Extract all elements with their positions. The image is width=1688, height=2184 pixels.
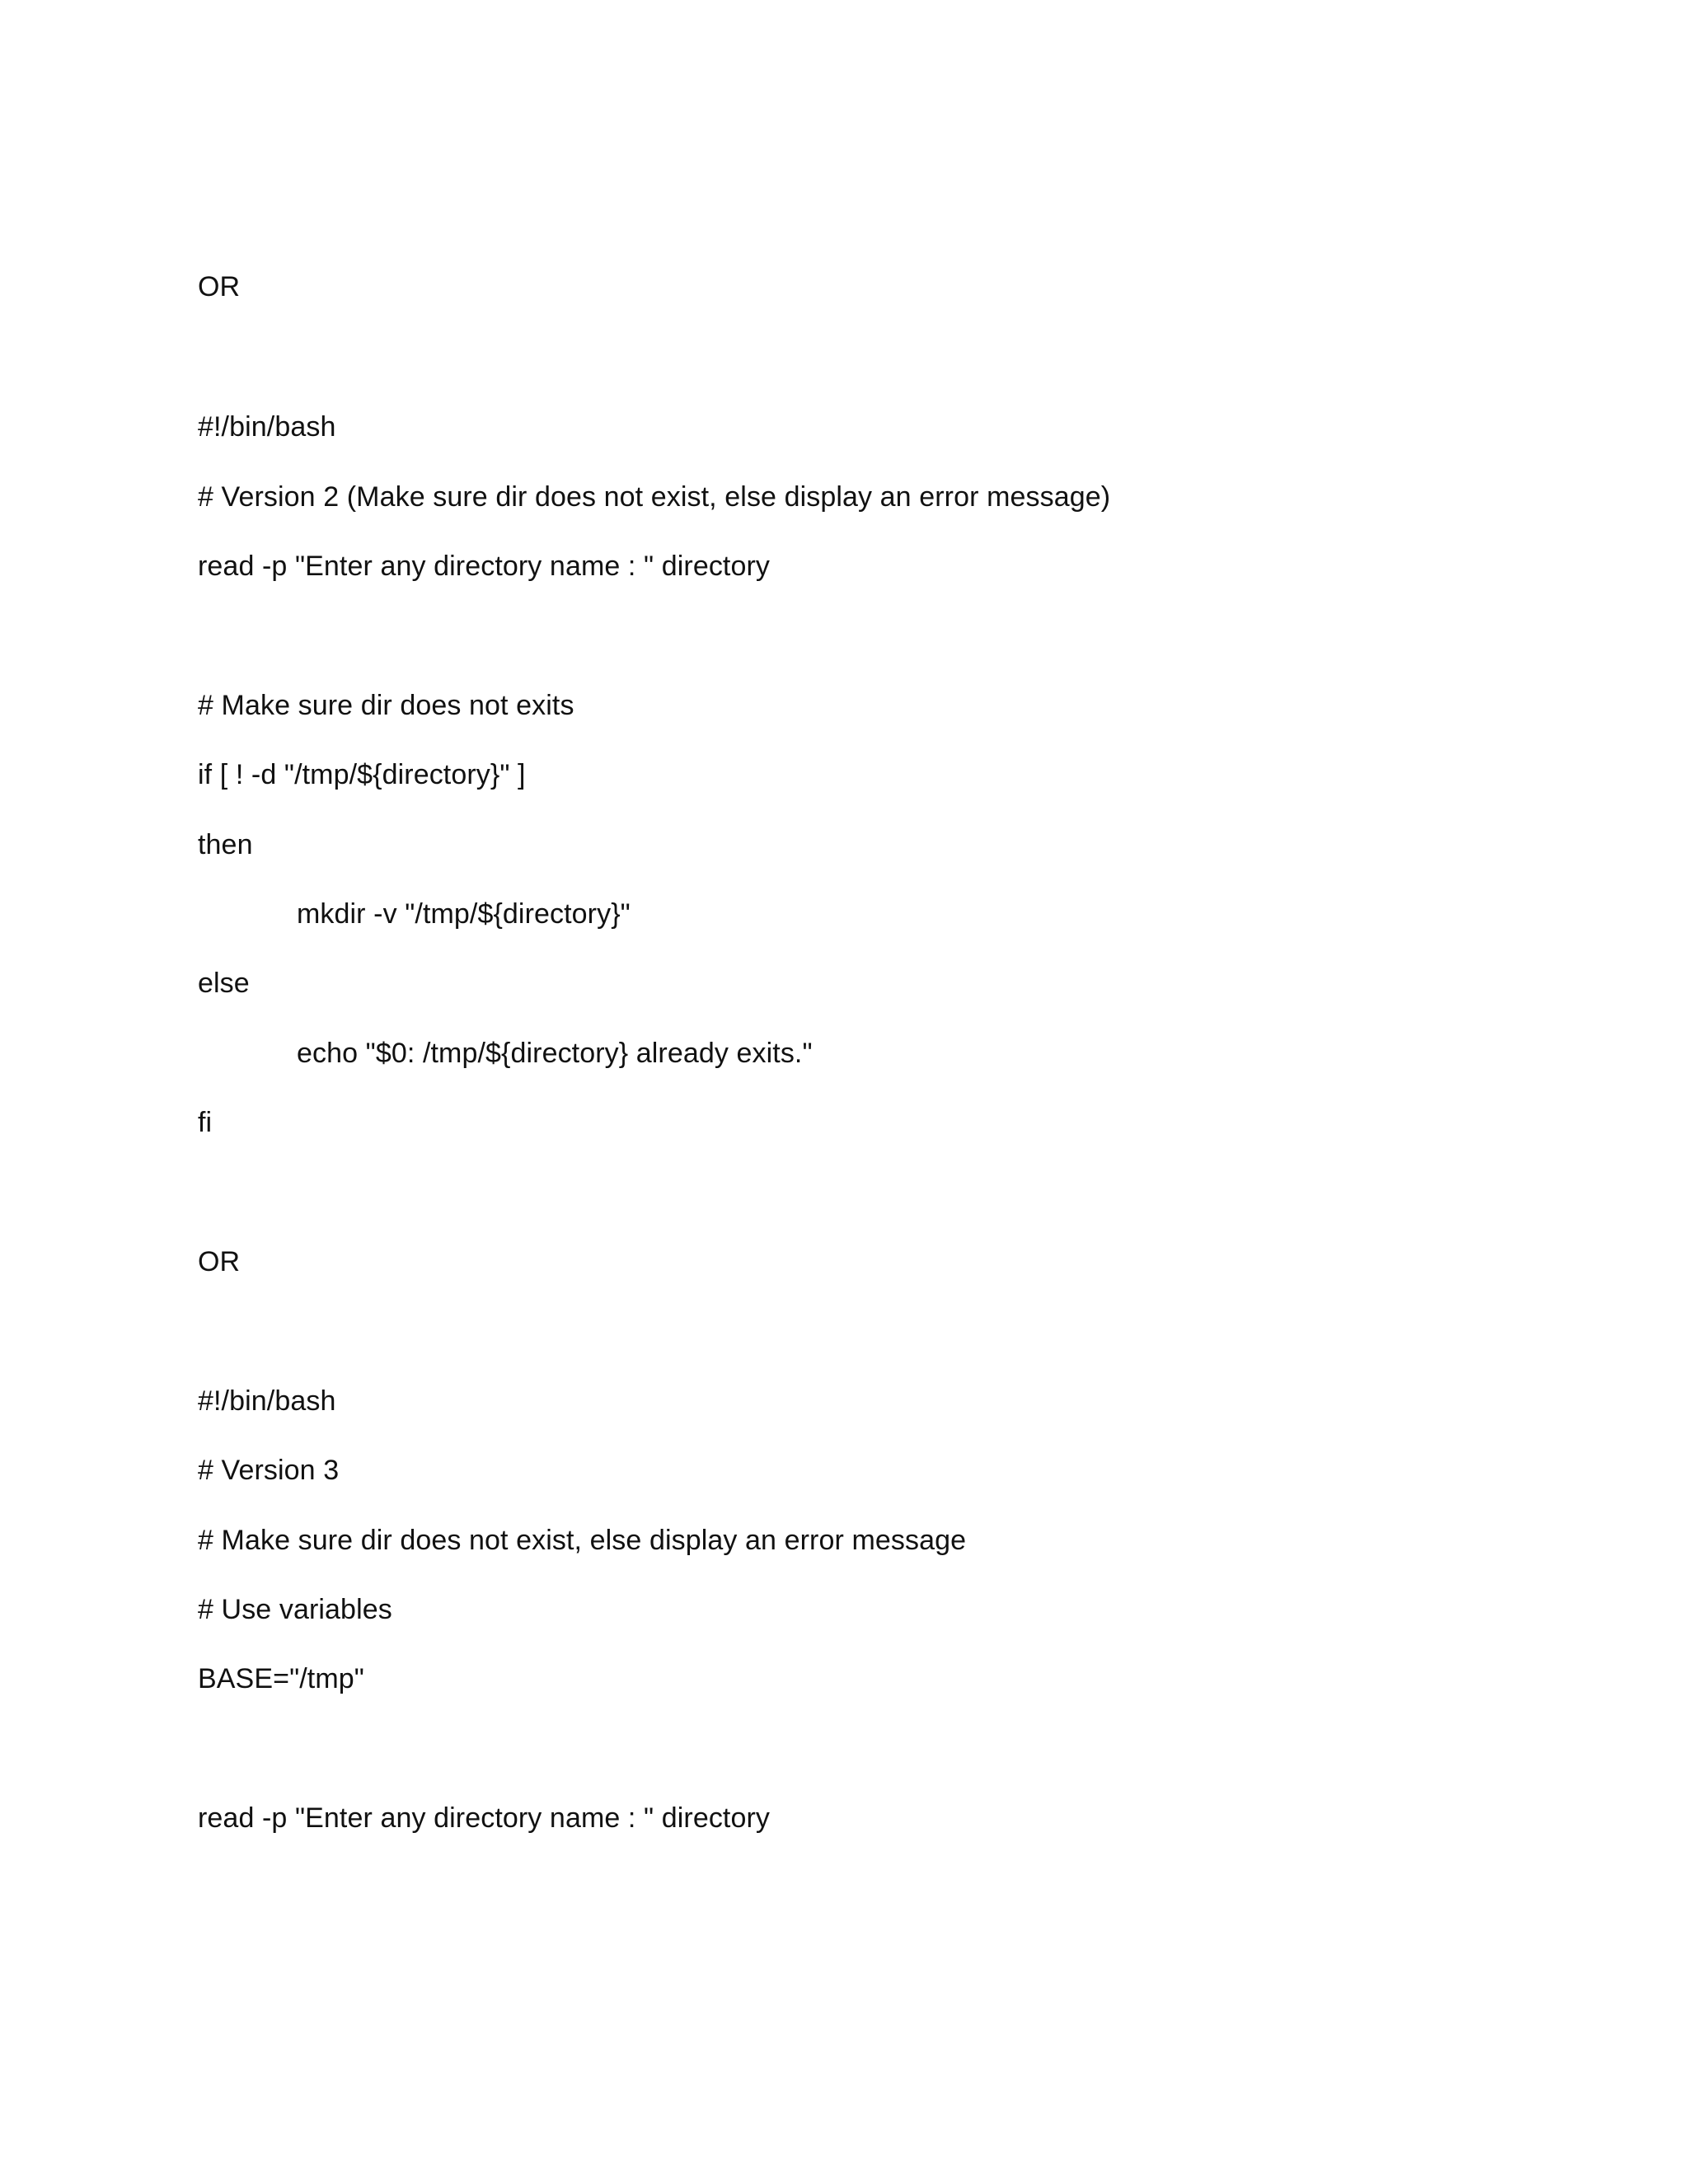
then-keyword-line: then	[198, 829, 253, 860]
comment-version-2: # Version 2 (Make sure dir does not exist, else display an error message)	[198, 481, 1111, 513]
else-keyword-line: else	[198, 968, 250, 999]
shebang-line-v2: #!/bin/bash	[198, 411, 336, 443]
shebang-line-v3: #!/bin/bash	[198, 1385, 336, 1417]
read-prompt-line-v3: read -p "Enter any directory name : " directory	[198, 1802, 771, 1834]
separator-or-2: OR	[198, 1246, 241, 1277]
base-variable-line: BASE="/tmp"	[198, 1663, 364, 1694]
mkdir-command-line: mkdir -v "/tmp/${directory}"	[297, 898, 631, 930]
if-condition-line: if [ ! -d "/tmp/${directory}" ]	[198, 759, 526, 790]
comment-make-sure: # Make sure dir does not exits	[198, 690, 574, 721]
comment-use-variables: # Use variables	[198, 1594, 392, 1625]
separator-or-1: OR	[198, 271, 241, 302]
fi-keyword-line: fi	[198, 1107, 213, 1138]
echo-command-line: echo "$0: /tmp/${directory} already exits."	[297, 1038, 813, 1069]
comment-version-3: # Version 3	[198, 1455, 340, 1486]
read-prompt-line-v2: read -p "Enter any directory name : " directory	[198, 551, 771, 582]
comment-make-sure-v3: # Make sure dir does not exist, else display an error message	[198, 1525, 967, 1556]
